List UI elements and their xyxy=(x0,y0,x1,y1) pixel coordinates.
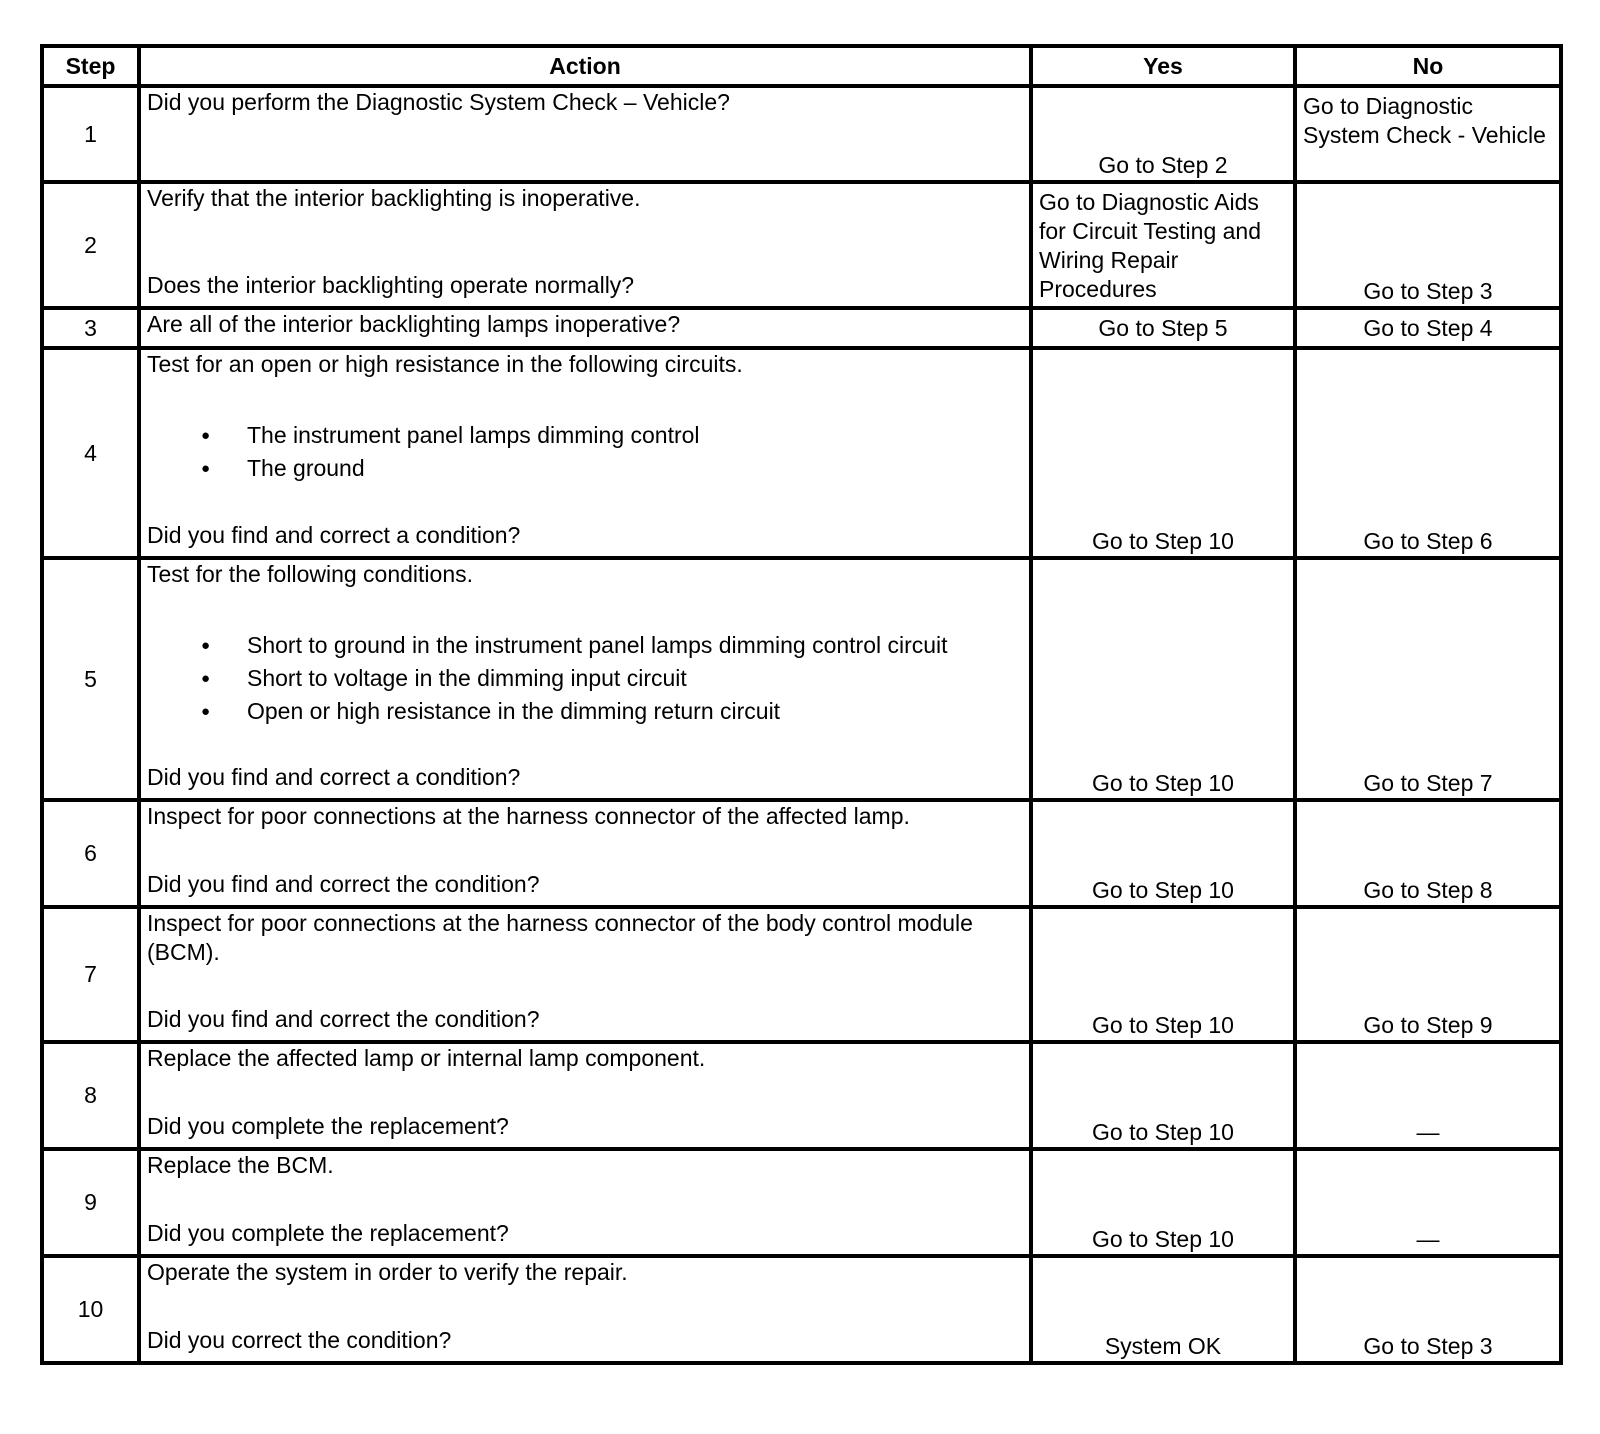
action-question: Did you find and correct a condition? xyxy=(147,764,521,790)
action-question: Did you complete the replacement? xyxy=(147,1113,509,1139)
header-no: No xyxy=(1295,46,1561,86)
step-number: 6 xyxy=(42,800,139,907)
condition-item: ● Short to ground in the instrument panel lamps dimming control circuit xyxy=(247,629,1023,662)
action-cell xyxy=(139,907,1031,1042)
step-number: 2 xyxy=(42,182,139,308)
action-instruction: Are all of the interior backlighting lamps inoperative? xyxy=(147,311,681,337)
action-question: Did you correct the condition? xyxy=(147,1327,452,1353)
yes-result: Go to Step 5 xyxy=(1031,308,1295,348)
no-result: — xyxy=(1295,1042,1561,1149)
action-cell xyxy=(139,800,1031,907)
action-cell xyxy=(139,348,1031,558)
no-result: Go to Step 8 xyxy=(1295,800,1561,907)
no-result: Go to Diagnostic System Check - Vehicle xyxy=(1295,86,1561,182)
table-row xyxy=(42,348,1561,558)
header-action: Action xyxy=(139,46,1031,86)
action-cell xyxy=(139,86,1031,182)
condition-item: ● Open or high resistance in the dimming return circuit xyxy=(247,695,1023,728)
no-result: Go to Step 6 xyxy=(1295,348,1561,558)
yes-result: Go to Step 10 xyxy=(1031,1042,1295,1149)
table-row xyxy=(42,1042,1561,1149)
action-instruction: Inspect for poor connections at the harness connector of the affected lamp. xyxy=(147,803,910,829)
no-result: Go to Step 4 xyxy=(1295,308,1561,348)
action-question: Did you find and correct the condition? xyxy=(147,871,540,897)
step-number: 8 xyxy=(42,1042,139,1149)
table-row xyxy=(42,1256,1561,1363)
action-cell xyxy=(139,1256,1031,1363)
yes-result: Go to Step 10 xyxy=(1031,348,1295,558)
action-question: Did you complete the replacement? xyxy=(147,1220,509,1246)
yes-result: Go to Step 10 xyxy=(1031,800,1295,907)
action-instruction: Replace the BCM. xyxy=(147,1152,334,1178)
table-row xyxy=(42,308,1561,348)
no-result: — xyxy=(1295,1149,1561,1256)
action-question: Does the interior backlighting operate normally? xyxy=(147,272,635,298)
action-cell xyxy=(139,1042,1031,1149)
yes-result: Go to Step 2 xyxy=(1031,86,1295,182)
action-cell xyxy=(139,558,1031,800)
step-number: 7 xyxy=(42,907,139,1042)
no-result: Go to Step 3 xyxy=(1295,182,1561,308)
action-cell xyxy=(139,308,1031,348)
no-result: Go to Step 3 xyxy=(1295,1256,1561,1363)
action-instruction: Operate the system in order to verify the repair. xyxy=(147,1259,628,1285)
action-instruction: Inspect for poor connections at the harness connector of the body control module (BCM). xyxy=(147,910,973,965)
action-cell xyxy=(139,1149,1031,1256)
condition-list xyxy=(147,419,1023,485)
header-yes: Yes xyxy=(1031,46,1295,86)
table-row xyxy=(42,907,1561,1042)
step-number: 5 xyxy=(42,558,139,800)
step-number: 10 xyxy=(42,1256,139,1363)
action-instruction: Verify that the interior backlighting is inoperative. xyxy=(147,185,641,211)
step-number: 9 xyxy=(42,1149,139,1256)
condition-list xyxy=(147,629,1023,728)
header-step: Step xyxy=(42,46,139,86)
condition-item: ● The instrument panel lamps dimming control xyxy=(247,419,1023,452)
yes-result: Go to Step 10 xyxy=(1031,1149,1295,1256)
yes-result: Go to Diagnostic Aids for Circuit Testing and Wiring Repair Procedures xyxy=(1031,182,1295,308)
yes-result: Go to Step 10 xyxy=(1031,558,1295,800)
action-cell xyxy=(139,182,1031,308)
header-row xyxy=(42,46,1561,86)
step-number: 4 xyxy=(42,348,139,558)
table-row xyxy=(42,558,1561,800)
step-number: 1 xyxy=(42,86,139,182)
table-row xyxy=(42,86,1561,182)
yes-result: System OK xyxy=(1031,1256,1295,1363)
condition-item: ● Short to voltage in the dimming input circuit xyxy=(247,662,1023,695)
diagnostic-table xyxy=(40,44,1563,1365)
action-instruction: Replace the affected lamp or internal lamp component. xyxy=(147,1045,706,1071)
action-question: Did you find and correct the condition? xyxy=(147,1006,540,1032)
no-result: Go to Step 7 xyxy=(1295,558,1561,800)
table-row xyxy=(42,1149,1561,1256)
condition-item: ● The ground xyxy=(247,452,1023,485)
table-row xyxy=(42,800,1561,907)
action-instruction: Did you perform the Diagnostic System Check – Vehicle? xyxy=(147,89,730,115)
action-instruction: Test for an open or high resistance in the following circuits. xyxy=(147,351,743,377)
action-instruction: Test for the following conditions. xyxy=(147,561,474,587)
no-result: Go to Step 9 xyxy=(1295,907,1561,1042)
table-row xyxy=(42,182,1561,308)
action-question: Did you find and correct a condition? xyxy=(147,522,521,548)
yes-result: Go to Step 10 xyxy=(1031,907,1295,1042)
step-number: 3 xyxy=(42,308,139,348)
